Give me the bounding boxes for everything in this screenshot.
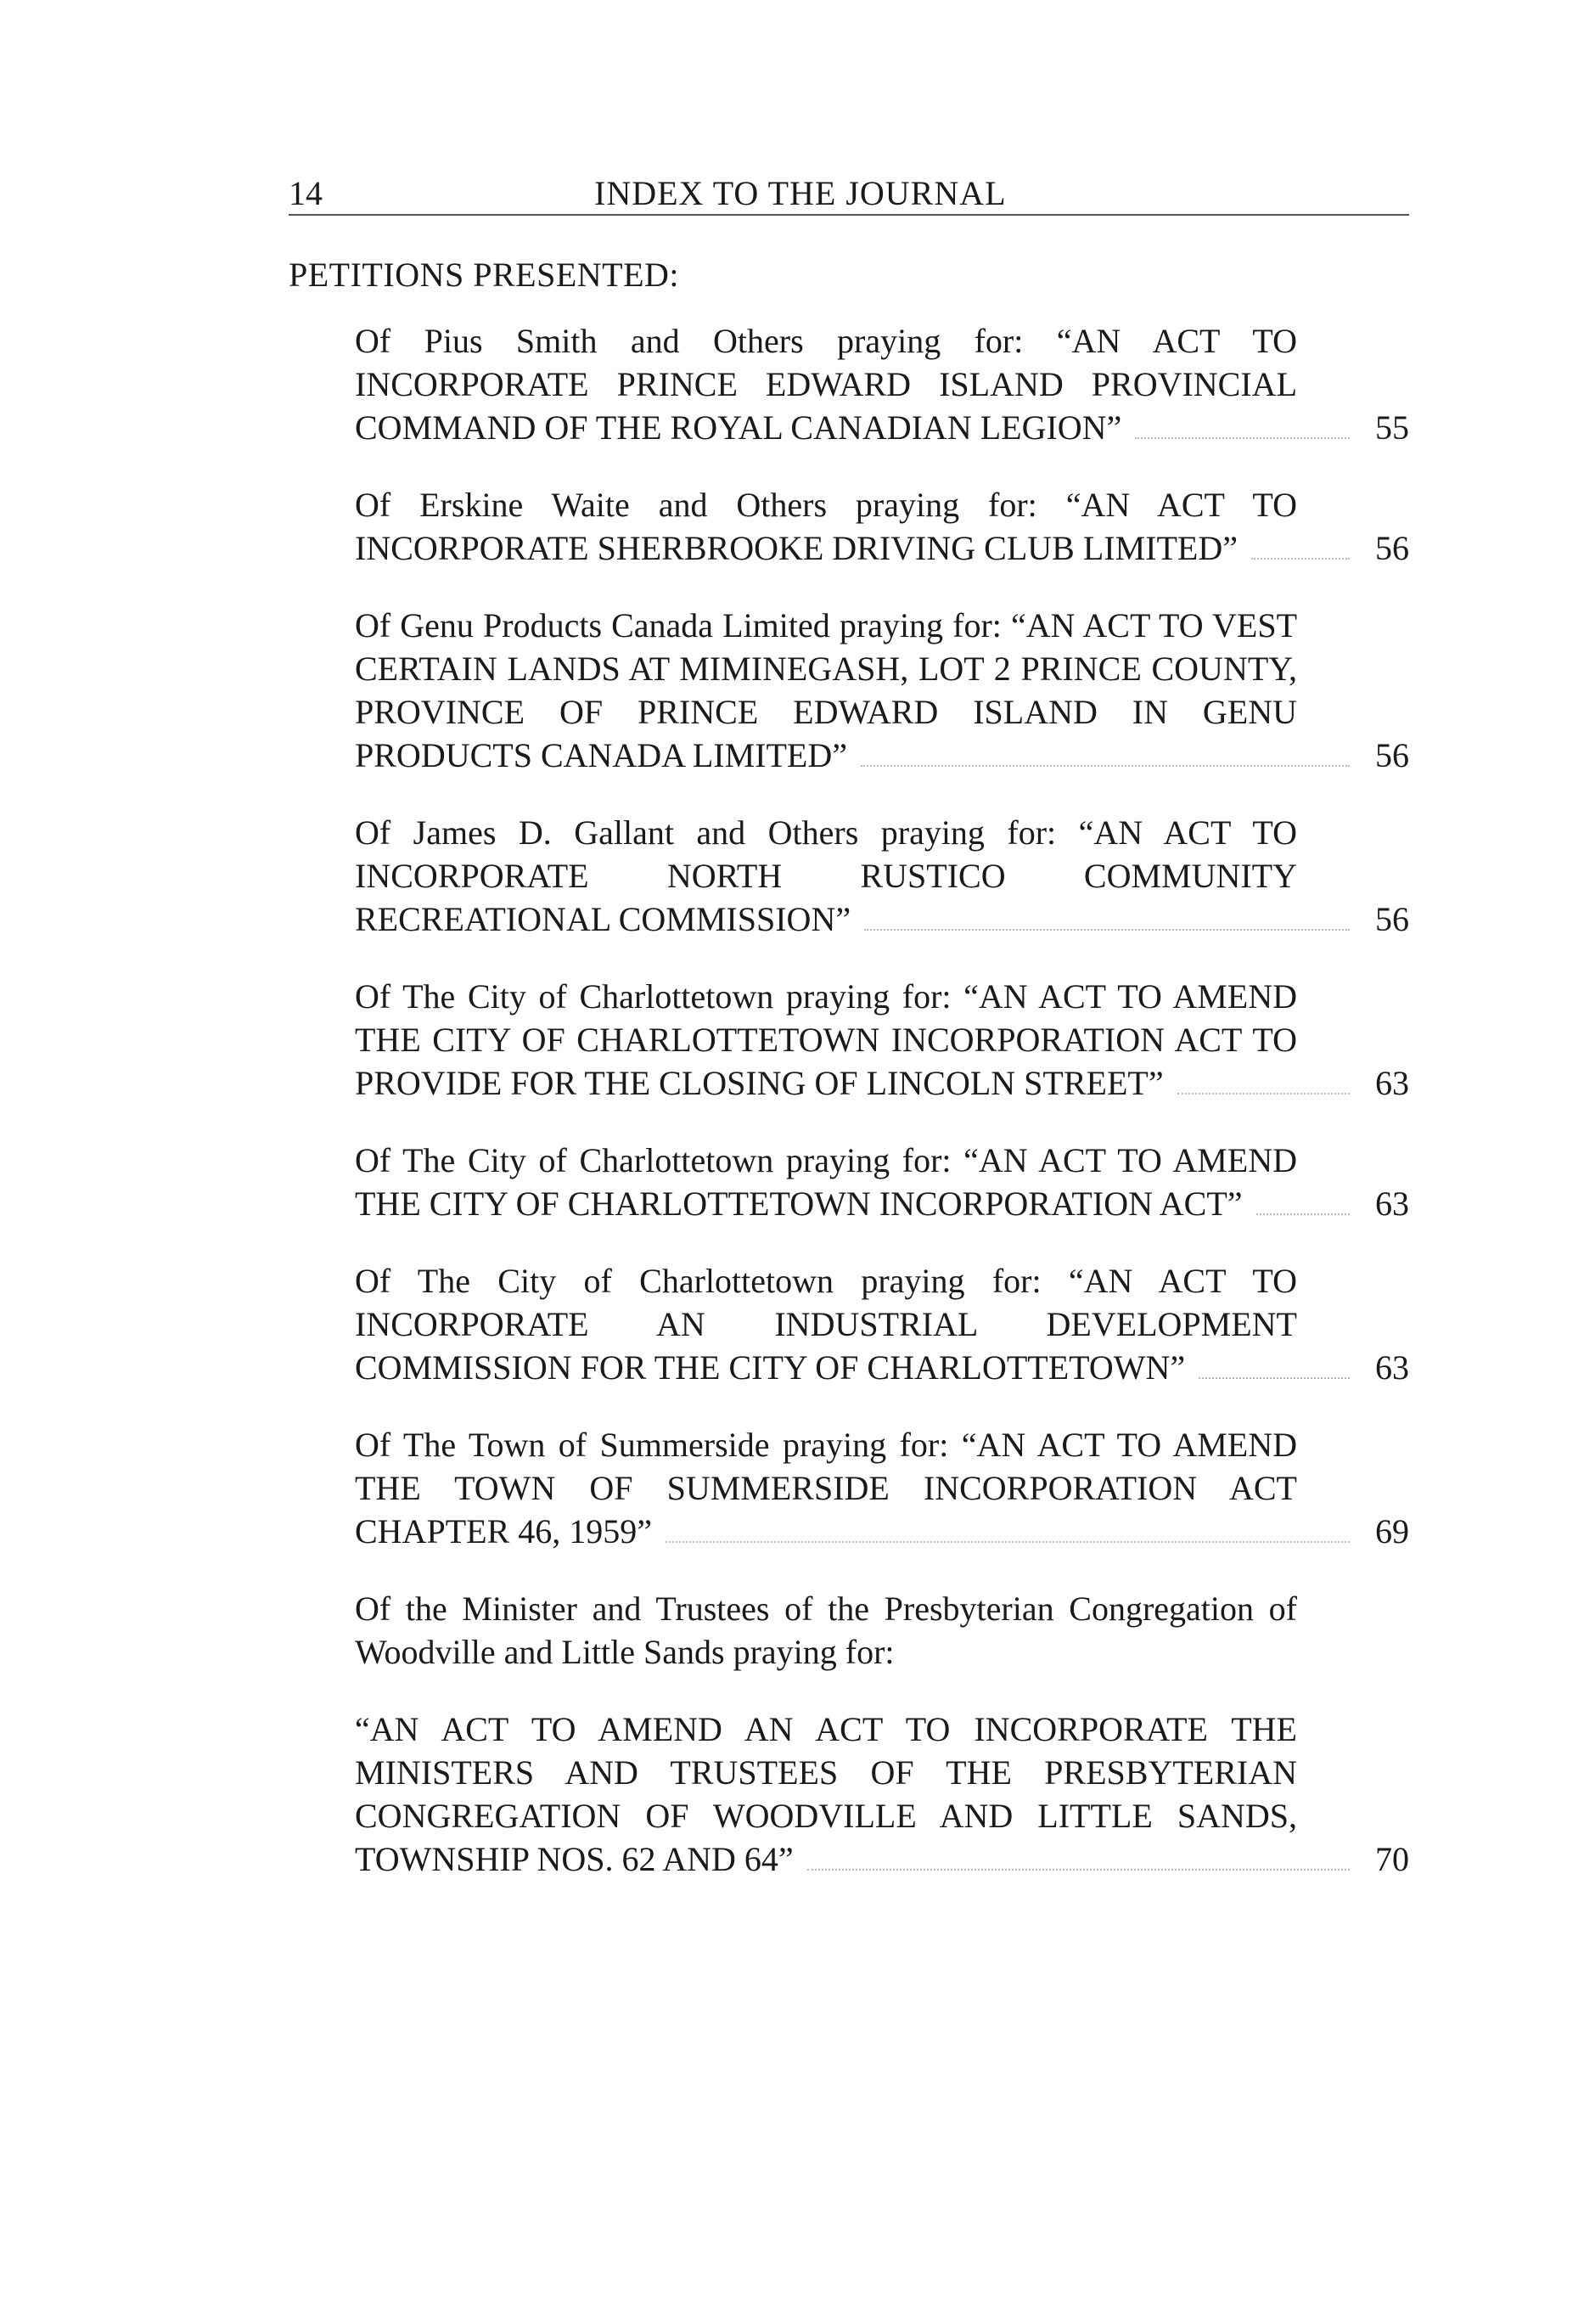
petition-entry [355,1423,1411,1553]
petition-text: “AN ACT TO AMEND AN ACT TO INCORPORATE THE MINISTERS AND TRUSTEES OF THE PRESBYTERIAN CONGREGATION OF WOODVILLE AND LITTLE SANDS, TOWNSHIP NOS. 62 AND 64” [355,1710,1297,1878]
petition-page-number: 70 [1375,1840,1409,1878]
dotted-leader [864,929,1350,931]
section-heading: PETITIONS PRESENTED: [289,256,679,294]
petition-entry [355,1259,1411,1389]
dotted-leader [861,765,1350,767]
petition-page-number: 63 [1375,1064,1409,1102]
petition-text: Of The City of Charlottetown praying for: “AN ACT TO AMEND THE CITY OF CHARLOTTETOWN INCORPORATION ACT” [355,1141,1297,1223]
dotted-leader [666,1541,1350,1543]
petition-text: Of James D. Gallant and Others praying for: “AN ACT TO INCORPORATE NORTH RUSTICO COMMUNITY RECREATIONAL COMMISSION” [355,813,1297,938]
petition-text: Of The City of Charlottetown praying for: “AN ACT TO INCORPORATE AN INDUSTRIAL DEVELOPMENT COMMISSION FOR THE CITY OF CHARLOTTETOWN” [355,1262,1297,1387]
petition-page-number: 63 [1375,1348,1409,1387]
running-head [289,170,1409,217]
petition-page-number: 55 [1375,408,1409,447]
petition-list [355,319,1411,1915]
petition-page-number: 56 [1375,736,1409,774]
petition-text: Of Pius Smith and Others praying for: “AN ACT TO INCORPORATE PRINCE EDWARD ISLAND PROVINCIAL COMMAND OF THE ROYAL CANADIAN LEGION” [355,322,1297,447]
petition-entry [355,1708,1411,1881]
petition-entry [355,1139,1411,1225]
petition-entry [355,604,1411,777]
petition-entry [355,1587,1411,1674]
petition-page-number: 69 [1375,1512,1409,1550]
petition-page-number: 56 [1375,529,1409,567]
dotted-leader [807,1869,1350,1871]
page-number: 14 [289,174,323,212]
petition-text: Of Genu Products Canada Limited praying for: “AN ACT TO VEST CERTAIN LANDS AT MIMINEGASH, LOT 2 PRINCE COUNTY, PROVINCE OF PRINCE EDWARD ISLAND IN GENU PRODUCTS CANADA LIMITED” [355,606,1297,774]
petition-entry [355,483,1411,570]
petition-text: Of The Town of Summerside praying for: “AN ACT TO AMEND THE TOWN OF SUMMERSIDE INCORPORATION ACT CHAPTER 46, 1959” [355,1426,1297,1550]
dotted-leader [1251,558,1350,560]
petition-entry [355,319,1411,449]
header-rule [289,214,1409,216]
petition-text: Of Erskine Waite and Others praying for: “AN ACT TO INCORPORATE SHERBROOKE DRIVING CLUB LIMITED” [355,486,1297,567]
dotted-leader [1177,1093,1350,1094]
petition-page-number: 56 [1375,900,1409,938]
running-head-title: INDEX TO THE JOURNAL [594,174,1007,212]
dotted-leader [1135,437,1350,439]
petition-text: Of the Minister and Trustees of the Presbyterian Congregation of Woodville and Little Sands praying for: [355,1590,1297,1671]
petition-entry [355,811,1411,941]
petition-entry [355,975,1411,1105]
petition-text: Of The City of Charlottetown praying for: “AN ACT TO AMEND THE CITY OF CHARLOTTETOWN INCORPORATION ACT TO PROVIDE FOR THE CLOSING OF LINCOLN STREET” [355,977,1297,1102]
dotted-leader [1199,1377,1350,1379]
dotted-leader [1256,1213,1350,1215]
petition-page-number: 63 [1375,1185,1409,1223]
